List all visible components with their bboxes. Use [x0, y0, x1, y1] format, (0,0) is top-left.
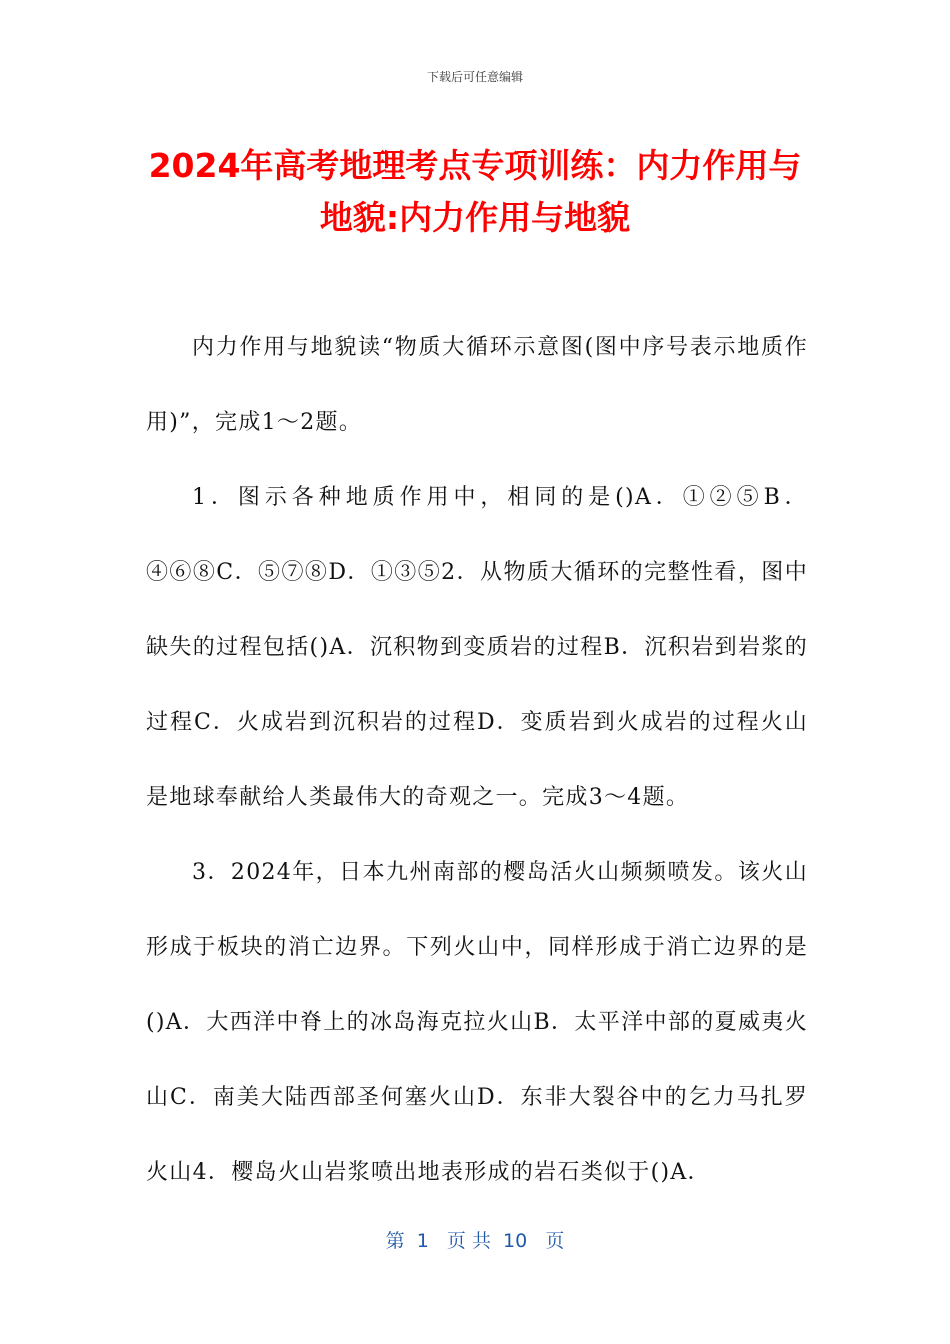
paragraph-questions-3-4: 3．2024年，日本九州南部的樱岛活火山频频喷发。该火山形成于板块的消亡边界。下列火山中，同样形成于消亡边界的是()A．大西洋中脊上的冰岛海克拉火山B．太平洋中部的夏威夷火山C．南美大陆西部圣何塞火山D．东非大裂谷中的乞力马扎罗火山4．樱岛火山岩浆喷出地表形成的岩石类似于()A．: [146, 860, 808, 1185]
page-number-footer: 第 1 页 共 10 页: [385, 1230, 565, 1252]
title-line-2: 地貌:内力作用与地貌: [319, 198, 631, 237]
title-line-1: 2024年高考地理考点专项训练：内力作用与: [148, 146, 802, 185]
paragraph-intro: 内力作用与地貌读“物质大循环示意图(图中序号表示地质作用)”，完成1～2题。: [146, 335, 808, 435]
document-title: [100, 140, 850, 244]
document-body: [146, 310, 808, 1210]
header-note: 下载后可任意编辑: [426, 70, 523, 84]
paragraph-questions-1-2: 1．图示各种地质作用中，相同的是()A．①②⑤B．④⑥⑧C．⑤⑦⑧D．①③⑤2．从物质大循环的完整性看，图中缺失的过程包括()A．沉积物到变质岩的过程B．沉积岩到岩浆的过程C．火成岩到沉积岩的过程D．变质岩到火成岩的过程火山是地球奉献给人类最伟大的奇观之一。完成3～4题。: [146, 485, 808, 810]
